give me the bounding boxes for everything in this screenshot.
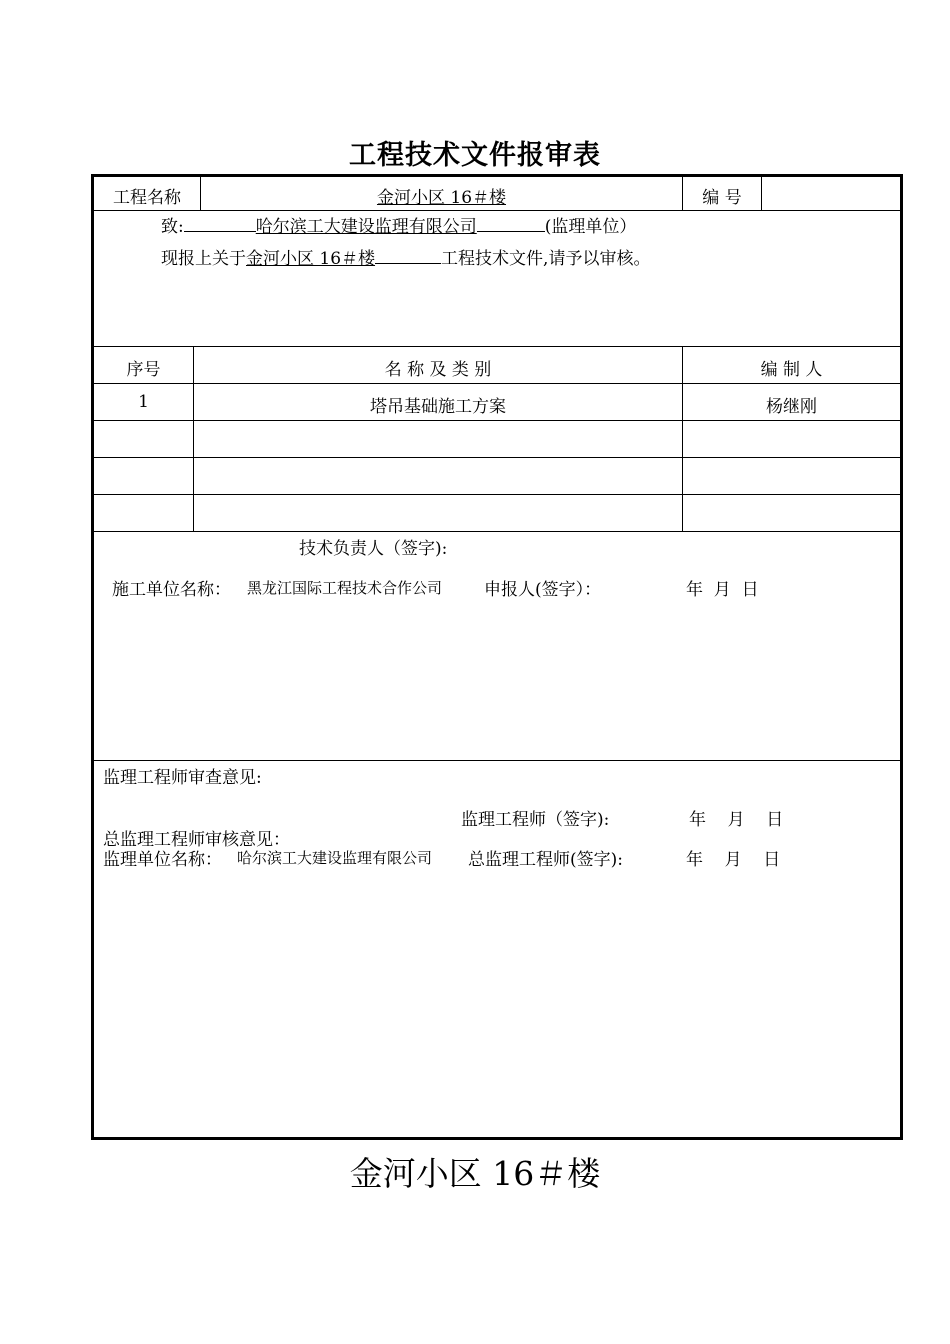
table-cell-author: 杨继刚 bbox=[766, 397, 817, 417]
supervisor-company: 哈尔滨工大建设监理有限公司 bbox=[255, 217, 477, 237]
chief-review-label: 总监理工程师审核意见： bbox=[103, 830, 290, 850]
underline-blank bbox=[477, 213, 545, 232]
underline-blank bbox=[184, 213, 256, 232]
divider bbox=[94, 494, 900, 495]
divider bbox=[94, 210, 900, 211]
applicant-signature-label: 申报人(签字）： bbox=[484, 580, 602, 600]
chief-signature-label: 总监理工程师(签字): bbox=[468, 850, 623, 870]
project-name-label: 工程名称 bbox=[113, 188, 181, 208]
col-header-name: 名 称 及 类 别 bbox=[384, 360, 492, 380]
contractor-unit-label: 施工单位名称： bbox=[112, 580, 231, 600]
divider bbox=[94, 457, 900, 458]
page-footer: 金河小区 16＃楼 bbox=[349, 1154, 601, 1193]
col-header-no: 序号 bbox=[126, 360, 161, 380]
divider bbox=[94, 531, 900, 532]
col-header-author: 编 制 人 bbox=[760, 360, 823, 380]
underline-blank bbox=[375, 245, 441, 264]
supervisor-review-label: 监理工程师审查意见: bbox=[103, 768, 262, 788]
engineer-signature-label: 监理工程师（签字): bbox=[461, 810, 610, 830]
supervision-unit-label: 监理单位名称： bbox=[103, 850, 222, 870]
report-line bbox=[161, 244, 650, 269]
engineer-date: 年 月 日 bbox=[689, 810, 784, 830]
supervision-unit-name: 哈尔滨工大建设监理有限公司 bbox=[237, 849, 433, 867]
contractor-unit-name: 黑龙江国际工程技术合作公司 bbox=[247, 579, 443, 597]
project-name-value: 金河小区 16＃楼 bbox=[376, 188, 507, 208]
table-cell-no: 1 bbox=[138, 392, 149, 412]
contractor-date: 年 月 日 bbox=[686, 580, 759, 600]
tech-lead-signature-label: 技术负责人（签字): bbox=[299, 539, 448, 559]
divider bbox=[94, 420, 900, 421]
form-table bbox=[91, 174, 903, 1140]
divider bbox=[94, 383, 900, 384]
number-label: 编 号 bbox=[702, 188, 742, 208]
report-project: 金河小区 16＃楼 bbox=[246, 249, 376, 269]
divider bbox=[94, 760, 900, 761]
table-cell-name: 塔吊基础施工方案 bbox=[370, 397, 506, 417]
supervisor-suffix: (监理单位） bbox=[544, 217, 637, 237]
document-title: 工程技术文件报审表 bbox=[349, 140, 601, 171]
divider bbox=[94, 346, 900, 347]
divider bbox=[761, 177, 762, 210]
to-label: 致: bbox=[161, 217, 184, 237]
report-prefix: 现报上关于 bbox=[161, 249, 246, 269]
address-line bbox=[161, 212, 636, 237]
chief-date: 年 月 日 bbox=[686, 850, 781, 870]
report-suffix: 工程技术文件,请予以审核。 bbox=[441, 249, 651, 269]
